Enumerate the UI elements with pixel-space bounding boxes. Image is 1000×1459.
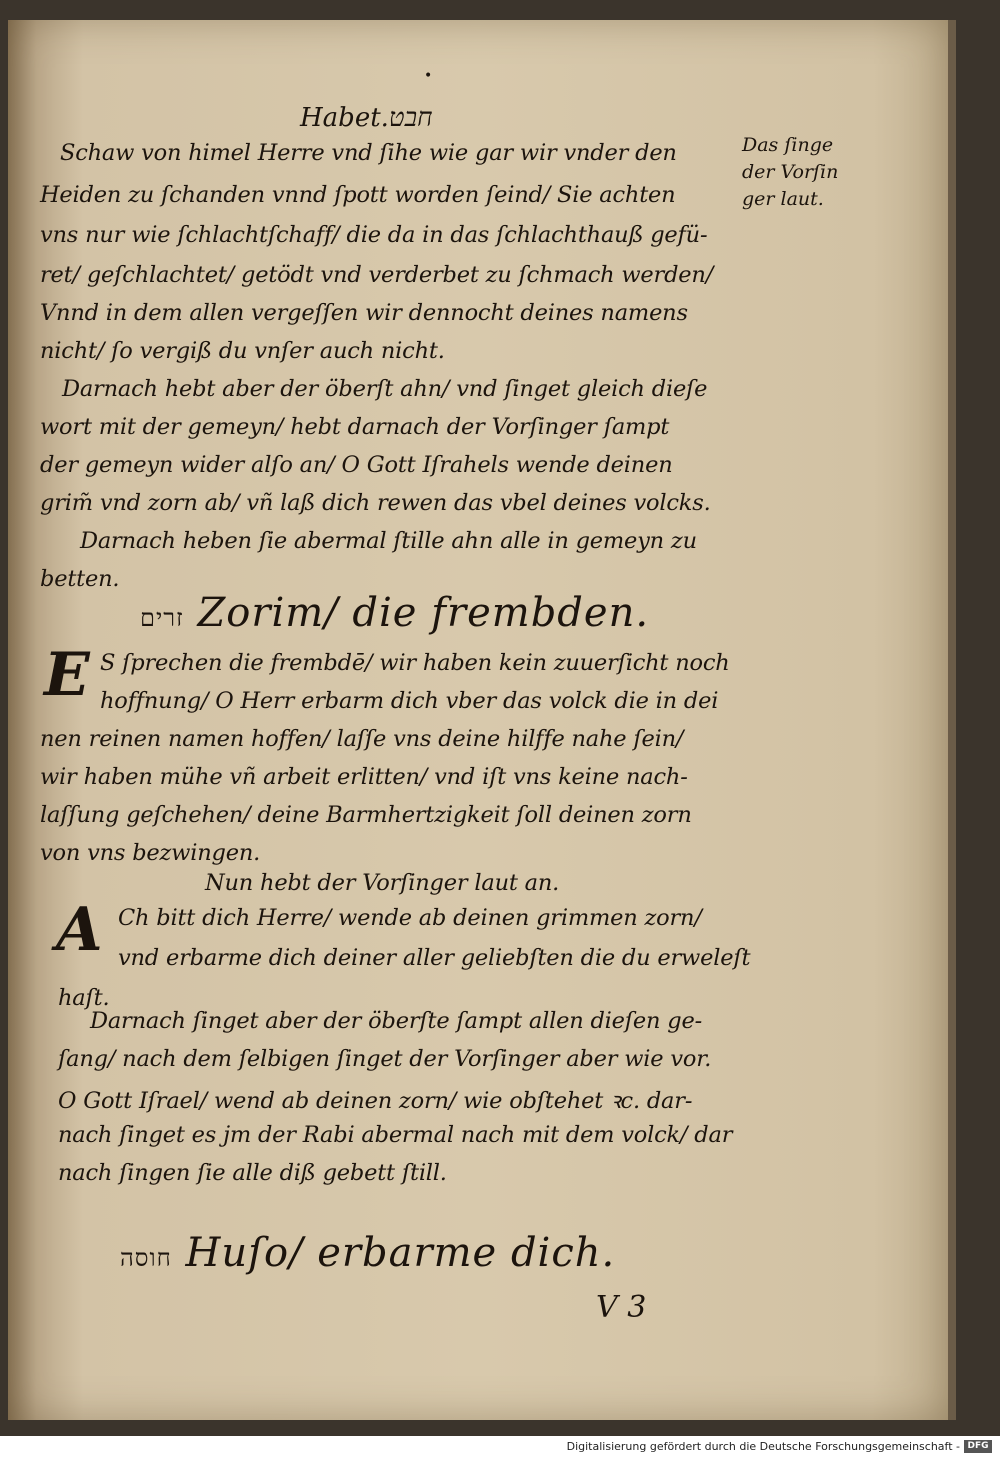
page-edge bbox=[948, 20, 956, 1420]
text-line: haſt. bbox=[58, 985, 110, 1011]
footer-credit: Digitalisierung gefördert durch die Deutsche Forschungsgemeinschaft - bbox=[566, 1440, 960, 1453]
margin-note-line: Das ſinge bbox=[742, 134, 834, 156]
drop-initial: A bbox=[56, 895, 103, 965]
text-line: vnd erbarme dich deiner aller geliebſten die du erweleſt bbox=[118, 945, 751, 971]
text-line: vns nur wie ſchlachtſchaff/ die da in das ſchlachthauß gefü- bbox=[40, 222, 708, 248]
section-heading-hebrew: חוסה bbox=[120, 1244, 172, 1272]
text-line: nen reinen namen hoffen/ laſſe vns deine hilffe nahe ſein/ bbox=[40, 726, 684, 752]
text-line: der gemeyn wider alſo an/ O Gott Iſrahels wende deinen bbox=[40, 452, 673, 478]
text-line: nach ſinget es jm der Rabi abermal nach mit dem volck/ dar bbox=[58, 1122, 733, 1148]
page-dot: • bbox=[424, 68, 433, 84]
text-line: ſang/ nach dem ſelbigen ſinget der Vorſinger aber wie vor. bbox=[58, 1046, 712, 1072]
text-line: Nun hebt der Vorſinger laut an. bbox=[205, 870, 560, 896]
text-line: Darnach heben ſie abermal ſtille ahn alle in gemeyn zu bbox=[80, 528, 697, 554]
text-line: O Gott Iſrael/ wend ab deinen zorn/ wie obſtehet ꝛc. dar- bbox=[58, 1088, 693, 1114]
footer-bar bbox=[0, 1436, 1000, 1459]
section-heading-zorim bbox=[140, 590, 649, 636]
margin-note-line: ger laut. bbox=[742, 188, 824, 210]
text-line: S ſprechen die frembdē/ wir haben kein zuuerſicht noch bbox=[100, 650, 730, 676]
text-line: von vns bezwingen. bbox=[40, 840, 261, 866]
text-line: laſſung geſchehen/ deine Barmhertzigkeit ſoll deinen zorn bbox=[40, 802, 692, 828]
text-line: hoffnung/ O Herr erbarm dich vber das volck die in dei bbox=[100, 688, 719, 714]
section-heading-title: Huſo/ erbarme dich. bbox=[185, 1230, 616, 1276]
text-line: betten. bbox=[40, 566, 120, 592]
running-head: Habet.חבט bbox=[300, 103, 433, 133]
text-line: Darnach ſinget aber der öberſte ſampt allen dieſen ge- bbox=[90, 1008, 702, 1034]
text-line: Vnnd in dem allen vergeſſen wir dennocht deines namens bbox=[40, 300, 688, 326]
section-heading-huso bbox=[120, 1230, 615, 1276]
text-line: ret/ geſchlachtet/ getödt vnd verderbet zu ſchmach werden/ bbox=[40, 262, 714, 288]
text-line: wort mit der gemeyn/ hebt darnach der Vorſinger ſampt bbox=[40, 414, 670, 440]
section-heading-hebrew: זרים bbox=[140, 604, 184, 632]
signature-mark: V 3 bbox=[596, 1290, 647, 1325]
text-line: grim̃ vnd zorn ab/ vñ laß dich rewen das vbel deines volcks. bbox=[40, 490, 711, 516]
text-line: Ch bitt dich Herre/ wende ab deinen grimmen zorn/ bbox=[118, 905, 702, 931]
text-line: Darnach hebt aber der öberſt ahn/ vnd ſinget gleich dieſe bbox=[62, 376, 708, 402]
text-line: Schaw von himel Herre vnd ſihe wie gar wir vnder den bbox=[60, 140, 677, 166]
section-heading-title: Zorim/ die frembden. bbox=[197, 590, 650, 636]
text-line: Heiden zu ſchanden vnnd ſpott worden ſeind/ Sie achten bbox=[40, 182, 676, 208]
text-line: nicht/ ſo vergiß du vnſer auch nicht. bbox=[40, 338, 445, 364]
margin-note-line: der Vorſin bbox=[742, 161, 839, 183]
text-line: nach ſingen ſie alle diß gebett ſtill. bbox=[58, 1160, 447, 1186]
drop-initial: E bbox=[44, 640, 90, 710]
margin-note bbox=[742, 132, 862, 213]
dfg-logo: DFG bbox=[964, 1440, 992, 1453]
text-line: wir haben mühe vñ arbeit erlitten/ vnd iſt vns keine nach- bbox=[40, 764, 688, 790]
